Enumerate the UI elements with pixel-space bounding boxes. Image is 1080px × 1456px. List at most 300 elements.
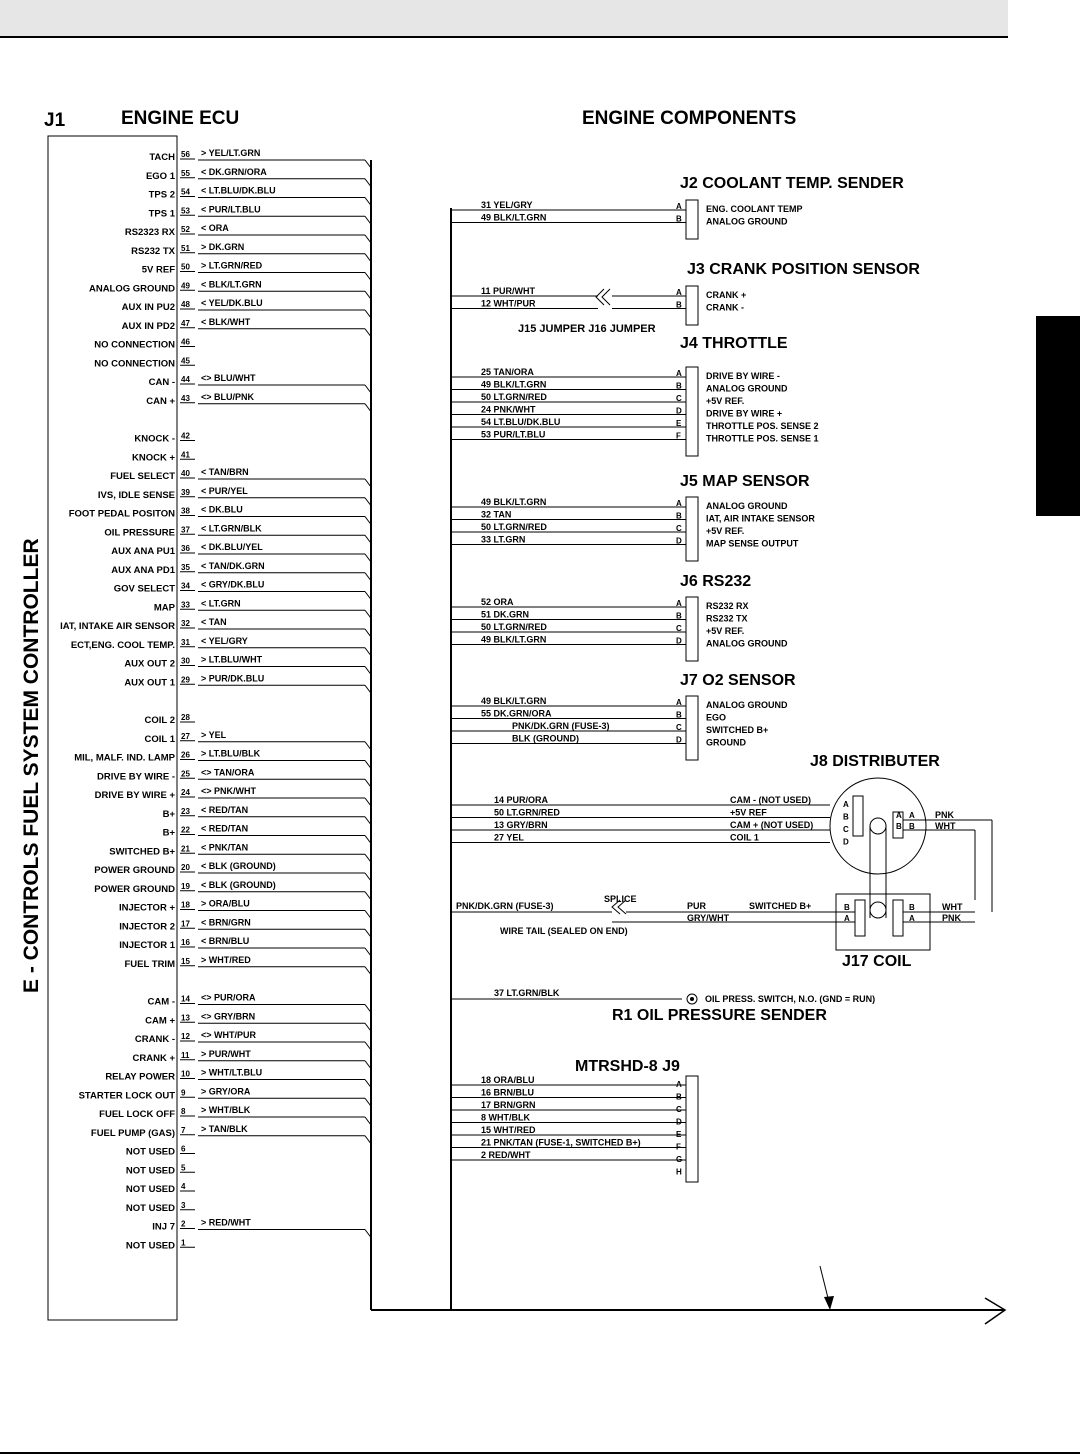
ecu-pin-number: 18	[181, 900, 190, 910]
j5-pin-letter: A	[676, 499, 682, 508]
j9-wire-label: 17 BRN/GRN	[481, 1100, 536, 1110]
ecu-pin-number: 38	[181, 506, 190, 516]
j6-wire-label: 49 BLK/LT.GRN	[481, 634, 547, 645]
ecu-pin-number: 39	[181, 487, 190, 497]
j7-pin-letter: C	[676, 723, 682, 732]
j4-wire-label: 53 PUR/LT.BLU	[481, 429, 546, 440]
j8-pin-function: +5V REF	[730, 807, 767, 818]
j9-wire-label: 2 RED/WHT	[481, 1150, 531, 1160]
ecu-pin-number: 20	[181, 863, 190, 872]
j4-pin-function: THROTTLE POS. SENSE 2	[706, 421, 819, 431]
j5-wire-label: 33 LT.GRN	[481, 534, 526, 545]
ecu-wire-label: > YEL	[201, 729, 227, 740]
ecu-pin-function: MAP	[153, 602, 175, 614]
j7-wire-label: 55 DK.GRN/ORA	[481, 708, 552, 719]
j7-pin-letter: A	[676, 698, 682, 707]
j3-wire-label: 12 WHT/PUR	[481, 298, 536, 309]
ecu-wire-label: < BRN/BLU	[201, 936, 250, 946]
j4-pin-function: +5V REF.	[706, 396, 745, 406]
components-title: ENGINE COMPONENTS	[582, 108, 797, 129]
ecu-pin-number: 29	[181, 675, 190, 685]
ecu-wire-label: > PUR/WHT	[201, 1048, 251, 1059]
ecu-wire-label: <> PUR/ORA	[201, 992, 256, 1003]
ecu-pin-function: B+	[162, 808, 175, 820]
ecu-pin-number: 46	[181, 337, 190, 347]
ecu-pin-function: FUEL LOCK OFF	[99, 1109, 175, 1120]
j3-pin-letter: B	[676, 300, 682, 310]
j8-pin-function: CAM - (NOT USED)	[730, 795, 811, 805]
j6-pin-function: +5V REF.	[706, 626, 745, 636]
j3-jumper-label: J15 JUMPER J16 JUMPER	[518, 323, 656, 335]
ecu-pin-number: 41	[181, 450, 190, 460]
ecu-wire-label: < DK.BLU	[201, 504, 243, 515]
j3-title: J3 CRANK POSITION SENSOR	[687, 261, 920, 278]
ecu-pin-function: B+	[162, 827, 175, 839]
ecu-pin-number: 37	[181, 525, 190, 535]
j3-pin-function: CRANK +	[706, 290, 747, 300]
ecu-pin-number: 13	[181, 1013, 190, 1023]
j7-pin-letter: B	[676, 710, 682, 720]
j5-wire-label: 50 LT.GRN/RED	[481, 522, 547, 532]
j9-wire-label: 8 WHT/BLK	[481, 1112, 530, 1123]
ecu-wire-label: > LT.GRN/RED	[201, 260, 263, 271]
ecu-pin-function: INJ 7	[152, 1221, 175, 1233]
ecu-pin-number: 26	[181, 750, 190, 760]
ecu-pin-function: TACH	[149, 152, 175, 163]
j8-wire-label: 50 LT.GRN/RED	[494, 807, 560, 818]
j7-wire-label: BLK (GROUND)	[512, 733, 579, 744]
ecu-wire-label: <> WHT/PUR	[201, 1030, 257, 1040]
ecu-pin-number: 34	[181, 581, 190, 591]
ecu-pin-function: KNOCK -	[134, 433, 175, 445]
j4-pin-letter: E	[676, 419, 682, 428]
j6-wire-label: 50 LT.GRN/RED	[481, 622, 547, 632]
j5-pin-function: ANALOG GROUND	[706, 501, 788, 511]
j9-wire-label: 16 BRN/BLU	[481, 1087, 535, 1098]
j4-wire-label: 50 LT.GRN/RED	[481, 392, 547, 402]
j5-pin-function: MAP SENSE OUTPUT	[706, 538, 799, 549]
ecu-pin-number: 14	[181, 994, 190, 1004]
j17-wire-pur: PUR	[687, 901, 707, 911]
j7-pin-function: EGO	[706, 712, 727, 723]
ecu-pin-function: AUX ANA PD1	[111, 564, 175, 576]
j5-connector	[686, 497, 698, 561]
j4-wire-label: 25 TAN/ORA	[481, 367, 534, 377]
ecu-pin-number: 50	[181, 262, 190, 272]
ecu-pin-function: COIL 1	[144, 733, 175, 745]
ecu-wire-label: < BRN/GRN	[201, 917, 251, 928]
j17-wire-grywht: GRY/WHT	[687, 913, 730, 923]
splice-label: SPLICE	[604, 894, 637, 904]
ecu-wire-label: > TAN/BLK	[201, 1123, 248, 1134]
j9-pin-letter: A	[676, 1080, 682, 1089]
ecu-pin-number: 36	[181, 544, 190, 553]
ecu-pin-number: 25	[181, 769, 190, 779]
j5-pin-letter: D	[676, 536, 682, 546]
ecu-pin-function: NO CONNECTION	[94, 339, 175, 351]
ecu-pin-number: 52	[181, 225, 190, 234]
ecu-pin-function: TPS 2	[148, 189, 175, 201]
j9-pin-letter: E	[676, 1130, 682, 1139]
ecu-pin-number: 47	[181, 318, 190, 328]
j2-connector	[686, 200, 698, 239]
j17-left-letter: B	[844, 903, 850, 912]
j8-connector-left	[853, 796, 863, 836]
j4-pin-function: DRIVE BY WIRE -	[706, 371, 780, 381]
ecu-pin-number: 45	[181, 356, 190, 366]
ecu-pin-number: 9	[181, 1088, 186, 1098]
j9-pin-letter: H	[676, 1167, 682, 1177]
j3-pin-function: CRANK -	[706, 302, 744, 313]
ecu-pin-number: 4	[181, 1182, 186, 1191]
ecu-wire-label: > LT.BLU/BLK	[201, 748, 261, 759]
j6-pin-function: ANALOG GROUND	[706, 638, 788, 649]
ecu-pin-function: AUX IN PD2	[121, 320, 175, 332]
j5-pin-function: IAT, AIR INTAKE SENSOR	[706, 513, 815, 524]
ecu-pin-function: MIL, MALF. IND. LAMP	[74, 752, 175, 764]
ecu-wire-label: <> PNK/WHT	[201, 786, 257, 796]
j17-right-letter: A	[909, 914, 915, 923]
j9-wire-label: 18 ORA/BLU	[481, 1075, 535, 1085]
ecu-pin-function: POWER GROUND	[94, 883, 175, 895]
j7-wire-label: PNK/DK.GRN (FUSE-3)	[512, 721, 610, 731]
ecu-title: ENGINE ECU	[121, 108, 240, 129]
ecu-pin-number: 12	[181, 1032, 190, 1041]
ecu-pin-number: 40	[181, 469, 190, 478]
components	[451, 175, 920, 760]
j8-pin-letter: D	[843, 837, 849, 847]
j4-pin-function: THROTTLE POS. SENSE 1	[706, 433, 819, 444]
ecu-pin-number: 7	[181, 1125, 186, 1135]
ecu-wire-label: < PNK/TAN	[201, 842, 249, 853]
ecu-pin-number: 3	[181, 1200, 186, 1210]
ecu-wire-label: < LT.GRN/BLK	[201, 523, 262, 534]
j7-wire-label: 49 BLK/LT.GRN	[481, 696, 547, 706]
j8-pin-function: CAM + (NOT USED)	[730, 820, 814, 830]
j6-wire-label: 51 DK.GRN	[481, 609, 530, 620]
ecu-wire-label: > WHT/RED	[201, 954, 251, 965]
j4-pin-letter: D	[676, 406, 682, 416]
j6-pin-function: RS232 RX	[706, 601, 749, 611]
j7-pin-function: SWITCHED B+	[706, 725, 769, 735]
j4-wire-label: 49 BLK/LT.GRN	[481, 379, 547, 390]
j5-title: J5 MAP SENSOR	[680, 473, 810, 490]
j4-connector	[686, 367, 698, 456]
ecu-wire-label: < PUR/LT.BLU	[201, 204, 261, 215]
ecu-pin-function: POWER GROUND	[94, 865, 175, 876]
j8-pin-function: COIL 1	[730, 832, 759, 843]
ecu-pin-function: NOT USED	[125, 1165, 175, 1177]
j8-outer-wire: WHT	[935, 821, 956, 831]
ecu-wire-label: < GRY/DK.BLU	[201, 579, 265, 590]
ecu-wire-label: < YEL/DK.BLU	[201, 298, 263, 308]
j2-wire-label: 31 YEL/GRY	[481, 200, 533, 210]
j5-pin-letter: B	[676, 511, 682, 521]
ecu-wire-label: < DK.BLU/YEL	[201, 542, 263, 552]
ecu-pin-number: 19	[181, 881, 190, 891]
j4-pin-letter: C	[676, 394, 682, 403]
j8-wire-label: 14 PUR/ORA	[494, 795, 549, 805]
ecu-pin-list	[60, 148, 371, 1251]
ecu-wire-label: < TAN/BRN	[201, 467, 249, 477]
ecu-wire-label: < LT.GRN	[201, 598, 241, 609]
ecu-pin-number: 22	[181, 825, 190, 835]
j17-right-wire: WHT	[942, 902, 963, 912]
ecu-wire-label: < BLK (GROUND)	[201, 861, 276, 871]
j6-pin-letter: C	[676, 624, 682, 633]
r1-wire-label: 37 LT.GRN/BLK	[494, 988, 560, 998]
r1-title: R1 OIL PRESSURE SENDER	[612, 1007, 827, 1024]
j6-pin-letter: D	[676, 636, 682, 646]
ecu-wire-label: < RED/TAN	[201, 804, 249, 815]
j17-right-letter: B	[909, 903, 915, 912]
ecu-pin-function: KNOCK +	[131, 452, 175, 464]
ecu-pin-function: INJECTOR 1	[119, 940, 175, 951]
ecu-pin-function: FUEL SELECT	[110, 471, 175, 482]
ecu-pin-number: 17	[181, 919, 190, 929]
j17-switched-label: SWITCHED B+	[749, 901, 812, 911]
ecu-wire-label: > WHT/BLK	[201, 1105, 251, 1115]
ecu-pin-function: TPS 1	[148, 208, 175, 220]
ecu-wire-label: > YEL/LT.GRN	[201, 148, 261, 158]
ecu-pin-number: 49	[181, 281, 190, 291]
j9-wire-label: 15 WHT/RED	[481, 1125, 536, 1135]
ecu-pin-number: 8	[181, 1107, 186, 1116]
ecu-pin-function: FUEL TRIM	[124, 958, 175, 970]
j8-inner-letter: A	[896, 811, 902, 820]
ecu-pin-number: 1	[181, 1238, 186, 1248]
j6-title: J6 RS232	[680, 573, 752, 590]
j4-pin-letter: B	[676, 381, 682, 391]
ecu-pin-function: FUEL PUMP (GAS)	[90, 1127, 175, 1139]
ecu-pin-number: 24	[181, 788, 190, 797]
j17-left-wire: PNK/DK.GRN (FUSE-3)	[456, 901, 554, 911]
ecu-wire-label: < TAN/DK.GRN	[201, 560, 265, 571]
j7-connector	[686, 696, 698, 760]
ecu-pin-number: 54	[181, 187, 190, 197]
ecu-pin-function: CAM -	[147, 996, 175, 1008]
j6-wire-label: 52 ORA	[481, 597, 514, 607]
oil-switch-dot	[690, 997, 694, 1001]
ecu-pin-number: 31	[181, 637, 190, 647]
ecu-pin-function: AUX OUT 2	[124, 658, 175, 670]
ecu-pin-function: AUX IN PU2	[121, 302, 175, 313]
ecu-pin-number: 23	[181, 806, 190, 816]
ecu-wire-label: <> BLU/WHT	[201, 373, 256, 383]
ecu-pin-function: CAN -	[148, 377, 175, 388]
j8-wire-label: 13 GRY/BRN	[494, 820, 548, 830]
ecu-pin-number: 5	[181, 1163, 186, 1173]
ecu-wire-label: < BLK (GROUND)	[201, 879, 276, 890]
j17-tail-label: WIRE TAIL (SEALED ON END)	[500, 926, 628, 936]
ecu-pin-number: 15	[181, 956, 190, 966]
j8-pin-letter: B	[843, 812, 849, 822]
ecu-pin-number: 27	[181, 731, 190, 741]
ecu-pin-function: IAT, INTAKE AIR SENSOR	[60, 621, 175, 632]
ecu-pin-number: 21	[181, 844, 190, 854]
ecu-pin-function: NOT USED	[125, 1240, 175, 1252]
j2-wire-label: 49 BLK/LT.GRN	[481, 212, 547, 223]
ecu-wire-label: < PUR/YEL	[201, 485, 248, 496]
ecu-pin-number: 16	[181, 938, 190, 947]
j5-pin-function: +5V REF.	[706, 526, 745, 536]
j3-pin-letter: A	[676, 288, 682, 297]
ecu-id: J1	[44, 110, 66, 131]
ecu-pin-function: AUX ANA PU1	[111, 546, 175, 557]
j3-connector	[686, 286, 698, 325]
ecu-pin-function: SWITCHED B+	[109, 846, 175, 858]
ecu-pin-number: 43	[181, 393, 190, 403]
j6-pin-letter: A	[676, 599, 682, 608]
ecu-wire-label: < LT.BLU/DK.BLU	[201, 185, 276, 196]
j6-pin-letter: B	[676, 611, 682, 621]
ecu-pin-number: 48	[181, 300, 190, 309]
coil-terminal-icon	[870, 902, 886, 918]
ecu-pin-number: 42	[181, 431, 190, 441]
ecu-wire-label: > LT.BLU/WHT	[201, 654, 263, 665]
ecu-pin-number: 30	[181, 656, 190, 666]
j9-pin-letter: C	[676, 1105, 682, 1114]
j4-pin-function: DRIVE BY WIRE +	[706, 408, 783, 419]
j5-wire-label: 49 BLK/LT.GRN	[481, 497, 547, 507]
ecu-pin-function: COIL 2	[144, 715, 175, 726]
ecu-pin-function: 5V REF	[141, 264, 175, 276]
jumper-icon	[596, 289, 610, 305]
j9-wiring	[451, 1075, 698, 1182]
ecu-pin-number: 51	[181, 243, 190, 253]
j9-pin-letter: B	[676, 1092, 682, 1102]
j7-pin-function: GROUND	[706, 737, 746, 748]
vertical-title: E - CONTROLS FUEL SYSTEM CONTROLLER	[20, 538, 43, 993]
ecu-pin-function: AUX OUT 1	[124, 677, 175, 689]
j8-outer-wire: PNK	[935, 810, 955, 820]
ecu-wire-label: > PUR/DK.BLU	[201, 673, 265, 684]
ecu-pin-function: CRANK +	[132, 1052, 175, 1064]
j9-pin-letter: D	[676, 1117, 682, 1127]
ecu-pin-function: STARTER LOCK OUT	[78, 1090, 175, 1102]
ecu-pin-number: 6	[181, 1144, 186, 1154]
j8-pin-letter: A	[843, 800, 849, 809]
ecu-pin-function: RS2323 RX	[124, 227, 175, 238]
ecu-pin-function: ECT,ENG. COOL TEMP.	[70, 639, 175, 651]
j4-pin-letter: F	[676, 431, 681, 441]
ecu-pin-function: GOV SELECT	[113, 583, 175, 595]
ecu-wire-label: < YEL/GRY	[201, 635, 248, 646]
ecu-pin-function: NOT USED	[125, 1202, 175, 1214]
ecu-pin-function: EGO 1	[145, 170, 175, 182]
j3-wire-label: 11 PUR/WHT	[481, 286, 536, 296]
j8-outer-letter: B	[909, 822, 915, 831]
ecu-wire-label: < ORA	[201, 223, 229, 233]
ecu-wire-label: < RED/TAN	[201, 823, 249, 834]
ecu-box	[48, 136, 177, 1320]
ecu-pin-function: RS232 TX	[131, 245, 175, 257]
ecu-wire-label: < BLK/LT.GRN	[201, 279, 262, 290]
j9-title: MTRSHD-8 J9	[575, 1058, 680, 1075]
j8-title: J8 DISTRIBUTER	[810, 753, 940, 770]
ecu-pin-function: FOOT PEDAL POSITON	[68, 508, 175, 520]
j4-wire-label: 54 LT.BLU/DK.BLU	[481, 417, 561, 427]
j8-pin-letter: C	[843, 825, 849, 834]
ecu-pin-function: INJECTOR +	[118, 902, 175, 914]
ecu-pin-function: NO CONNECTION	[94, 358, 175, 370]
ecu-wire-label: <> GRY/BRN	[201, 1011, 256, 1022]
j7-title: J7 O2 SENSOR	[680, 672, 796, 689]
j2-pin-letter: A	[676, 202, 682, 211]
ecu-pin-function: CRANK -	[134, 1034, 175, 1045]
j5-wire-label: 32 TAN	[481, 509, 512, 520]
pointer-arrowhead	[824, 1296, 834, 1310]
ecu-pin-function: CAN +	[146, 395, 175, 407]
ecu-wire-label: > DK.GRN	[201, 241, 245, 252]
ecu-pin-number: 35	[181, 562, 190, 572]
ecu-pin-number: 10	[181, 1069, 190, 1079]
j4-wire-label: 24 PNK/WHT	[481, 404, 536, 415]
j7-pin-letter: D	[676, 735, 682, 745]
ecu-pin-function: IVS, IDLE SENSE	[97, 489, 175, 501]
ecu-pin-function: DRIVE BY WIRE -	[97, 771, 175, 783]
j9-connector	[686, 1076, 698, 1182]
ecu-pin-number: 55	[181, 168, 190, 178]
j9-wire-label: 21 PNK/TAN (FUSE-1, SWITCHED B+)	[481, 1137, 641, 1148]
j5-pin-letter: C	[676, 524, 682, 533]
j4-title: J4 THROTTLE	[680, 335, 788, 352]
j17-left-letter: A	[844, 914, 850, 923]
r1-switch-label: OIL PRESS. SWITCH, N.O. (GND = RUN)	[705, 994, 876, 1004]
coil-connector-left	[855, 900, 865, 936]
ecu-wire-label: > GRY/ORA	[201, 1086, 251, 1097]
ecu-wire-label: < DK.GRN/ORA	[201, 166, 267, 177]
ecu-pin-number: 33	[181, 600, 190, 610]
j9-pin-letter: G	[676, 1155, 683, 1164]
j7-pin-function: ANALOG GROUND	[706, 700, 788, 710]
j4-pin-letter: A	[676, 369, 682, 378]
ecu-wire-label: <> TAN/ORA	[201, 767, 255, 778]
coil-connector-right	[893, 900, 903, 936]
ecu-pin-function: NOT USED	[125, 1146, 175, 1158]
j17-right-wire: PNK	[942, 913, 962, 923]
j8-wire-label: 27 YEL	[494, 832, 524, 843]
j6-pin-function: RS232 TX	[706, 613, 748, 624]
ecu-wire-label: > RED/WHT	[201, 1217, 251, 1228]
ecu-wire-label: > WHT/LT.BLU	[201, 1067, 263, 1078]
ecu-pin-number: 56	[181, 150, 190, 159]
j2-pin-function: ANALOG GROUND	[706, 216, 788, 227]
ecu-pin-function: DRIVE BY WIRE +	[94, 790, 175, 801]
ecu-wire-label: <> BLU/PNK	[201, 391, 255, 402]
j2-pin-function: ENG. COOLANT TEMP	[706, 204, 803, 214]
ecu-pin-number: 53	[181, 206, 190, 216]
ecu-pin-function: NOT USED	[125, 1184, 175, 1195]
ecu-pin-function: OIL PRESSURE	[104, 527, 175, 539]
j2-title: J2 COOLANT TEMP. SENDER	[680, 175, 904, 192]
j8-outer-letter: A	[909, 811, 915, 820]
ecu-pin-number: 44	[181, 375, 190, 384]
ecu-wire-label: < TAN	[201, 617, 227, 627]
ecu-pin-number: 11	[181, 1050, 190, 1060]
j17-title: J17 COIL	[842, 953, 912, 970]
ecu-pin-function: RELAY POWER	[105, 1071, 175, 1083]
ecu-pin-number: 32	[181, 619, 190, 628]
j6-connector	[686, 597, 698, 661]
ecu-wire-label: < BLK/WHT	[201, 316, 251, 327]
ecu-pin-number: 28	[181, 713, 190, 722]
j4-pin-function: ANALOG GROUND	[706, 383, 788, 394]
ecu-wire-label: > ORA/BLU	[201, 898, 250, 909]
j2-pin-letter: B	[676, 214, 682, 224]
ecu-pin-function: CAM +	[145, 1015, 175, 1027]
distributor-rotor	[870, 818, 886, 834]
